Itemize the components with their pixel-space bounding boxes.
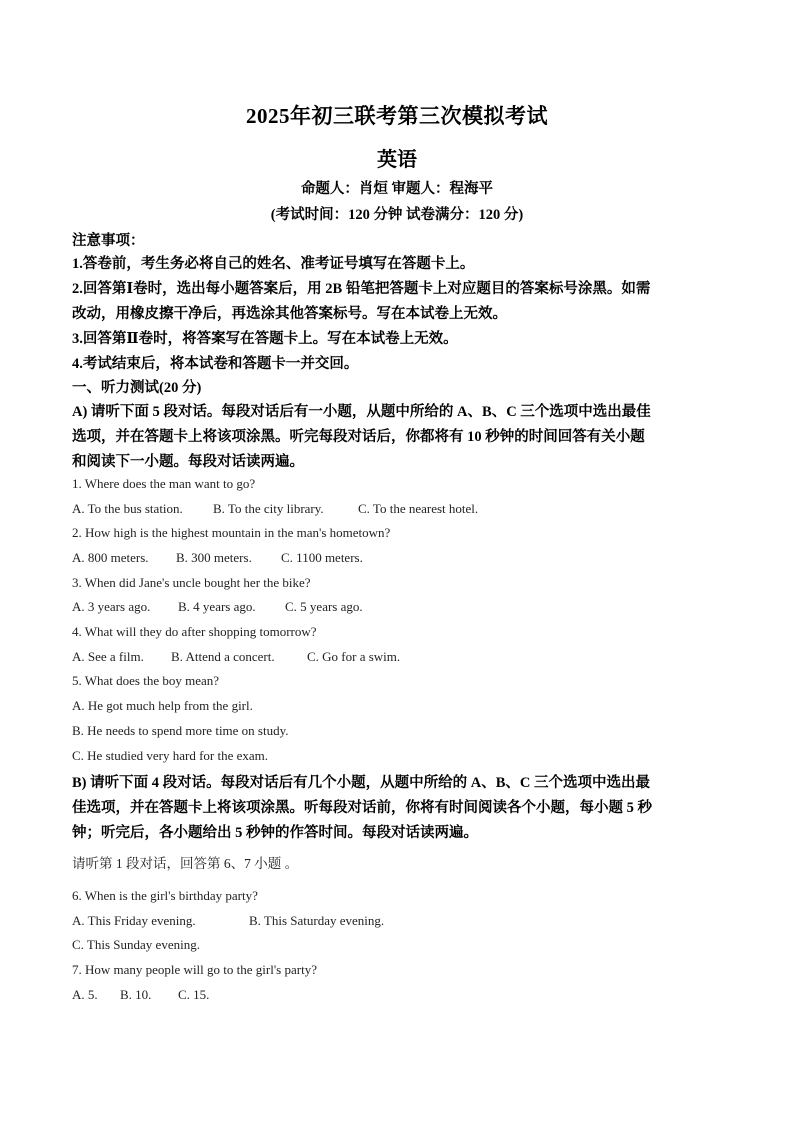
option-a: A. 800 meters. xyxy=(72,550,149,565)
note-item-1: 1.答卷前，考生务必将自己的姓名、准考证号填写在答题卡上。 xyxy=(72,256,475,272)
option-b: B. He needs to spend more time on study. xyxy=(72,723,289,738)
option-b: B. To the city library. xyxy=(213,501,324,516)
question-text: 1. Where does the man want to go? xyxy=(72,476,256,491)
option-c: C. 1100 meters. xyxy=(281,550,363,565)
note-item-2: 2.回答第Ⅰ卷时，选出每小题答案后，用 2B 铅笔把答题卡上对应题目的答案标号涂黑。如需 xyxy=(72,281,651,297)
answer-options xyxy=(72,501,478,517)
answer-options xyxy=(72,987,209,1003)
notes-heading: 注意事项： xyxy=(72,233,145,249)
note-item-2-cont: 改动，用橡皮擦干净后，再选涂其他答案标号。写在本试卷上无效。 xyxy=(72,306,507,322)
option-b: B. This Saturday evening. xyxy=(249,913,385,928)
exam-title: 2025年初三联考第三次模拟考试 xyxy=(246,104,548,128)
question-text: 6. When is the girl's birthday party? xyxy=(72,888,258,903)
option-c: C. He studied very hard for the exam. xyxy=(72,748,269,763)
option-c: C. This Sunday evening. xyxy=(72,937,200,952)
option-b: B. 4 years ago. xyxy=(178,599,256,614)
option-a: A. See a film. xyxy=(72,649,144,664)
authors-line: 命题人：肖烜 审题人：程海平 xyxy=(300,181,494,197)
option-a: A. He got much help from the girl. xyxy=(72,698,253,713)
note-item-4: 4.考试结束后，将本试卷和答题卡一并交回。 xyxy=(72,356,359,372)
option-c: C. 15. xyxy=(178,987,210,1002)
exam-info-line: (考试时间：120 分钟 试卷满分：120 分) xyxy=(270,207,524,223)
question-text: 7. How many people will go to the girl's party? xyxy=(72,962,317,977)
question-text: 2. How high is the highest mountain in the man's hometown? xyxy=(72,525,391,540)
answer-options xyxy=(72,649,400,665)
option-b: B. Attend a concert. xyxy=(171,649,275,664)
question-text: 4. What will they do after shopping tomorrow? xyxy=(72,624,317,639)
option-a: A. 3 years ago. xyxy=(72,599,151,614)
answer-options xyxy=(72,550,363,566)
question-text: 5. What does the boy mean? xyxy=(72,673,220,688)
option-a: A. 5. xyxy=(72,987,98,1002)
option-b: B. 10. xyxy=(120,987,152,1002)
option-c: C. 5 years ago. xyxy=(285,599,363,614)
subject-title: 英语 xyxy=(377,149,417,171)
option-c: C. To the nearest hotel. xyxy=(358,501,479,516)
question-text: 3. When did Jane's uncle bought her the bike? xyxy=(72,575,311,590)
option-a: A. This Friday evening. xyxy=(72,913,196,928)
section-heading: 一、听力测试(20 分) xyxy=(72,380,202,396)
answer-options xyxy=(72,913,384,929)
dialog-intro: 请听第 1 段对话，回答第 6、7 小题 。 xyxy=(72,856,299,871)
option-b: B. 300 meters. xyxy=(176,550,252,565)
note-item-3: 3.回答第Ⅱ卷时，将答案写在答题卡上。写在本试卷上无效。 xyxy=(72,331,458,347)
option-c: C. Go for a swim. xyxy=(307,649,401,664)
part-b-instructions: 钟；听完后，各小题给出 5 秒钟的作答时间。每段对话读两遍。 xyxy=(72,825,478,841)
part-a-instructions: 和阅读下一小题。每段对话读两遍。 xyxy=(72,454,304,470)
part-b-instructions: 佳选项，并在答题卡上将该项涂黑。听每段对话前，你将有时间阅读各个小题，每小题 5 秒 xyxy=(72,800,652,816)
part-a-instructions: A) 请听下面 5 段对话。每段对话后有一小题，从题中所给的 A、B、C 三个选项中选出最佳 xyxy=(72,404,651,420)
option-a: A. To the bus station. xyxy=(72,501,183,516)
part-b-instructions: B) 请听下面 4 段对话。每段对话后有几个小题，从题中所给的 A、B、C 三个选项中选出最 xyxy=(72,775,650,791)
part-a-instructions: 选项，并在答题卡上将该项涂黑。听完每段对话后，你都将有 10 秒钟的时间回答有关小题 xyxy=(72,429,645,445)
answer-options xyxy=(72,599,363,615)
